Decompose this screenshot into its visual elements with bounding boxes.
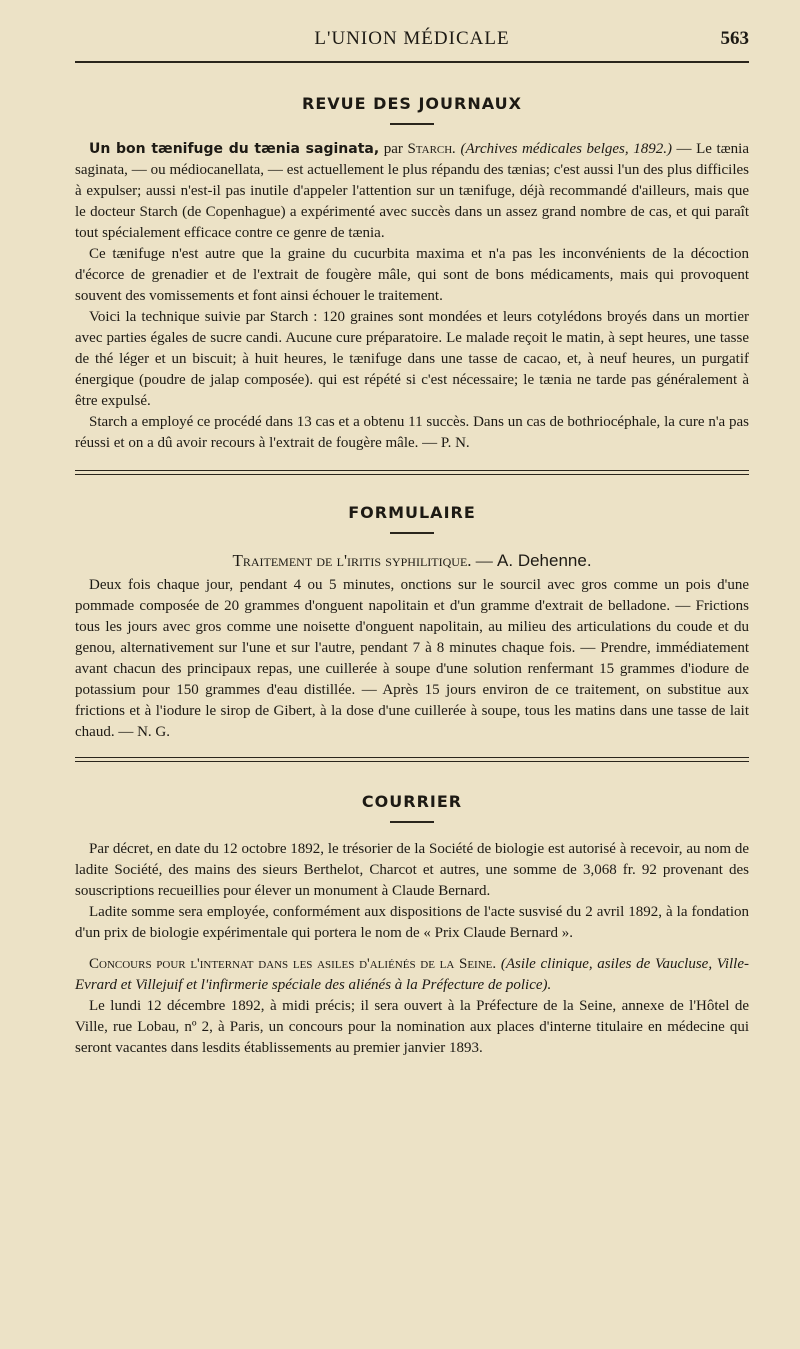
article-by: par	[379, 141, 408, 157]
formula-title	[75, 550, 749, 571]
heading-rule	[390, 532, 434, 534]
revue-paragraph-3: Voici la technique suivie par Starch : 120 graines sont mondées et leurs cotylédons broyés dans un mortier avec parties égales de sucre candi. Aucune cure préparatoire. Le malade reçoit le matin, à sept heures, une tasse de thé léger et un biscuit; à huit heures, le tænifuge dans une tasse de cacao, et, à neuf heures, un purgatif énergique (poudre de jalap composée). qui est répété si c'est nécessaire; le tænia ne tarde pas généralement à être expulsé.	[75, 309, 749, 409]
formulaire-heading: FORMULAIRE	[348, 503, 476, 522]
revue-heading: REVUE DES JOURNAUX	[302, 94, 522, 113]
concours-details: (Asile clinique, asiles de Vaucluse, Ville-Evrard et Villejuif et l'infirmerie spéciale des aliénés à la Préfecture de police).	[75, 956, 749, 993]
heading-rule	[390, 821, 434, 823]
courrier-paragraph-3	[75, 954, 749, 996]
courrier-paragraph-1: Par décret, en date du 12 octobre 1892, le trésorier de la Société de biologie est autorisé à recevoir, au nom de ladite Société, des mains des sieurs Berthelot, Charcot et autres, une somme de 3,068 fr. 92 provenant des souscriptions recueillies pour élever un monument à Claude Bernard.	[75, 841, 749, 899]
section-divider	[75, 470, 749, 475]
formula-title-text: Traitement de l'iritis syphilitique. —	[232, 551, 498, 570]
article-text: — Le tænia saginata, — ou médiocanellata, — est actuellement le plus répandu des tænias; c'est aussi l'un des plus difficiles à expulser; aussi n'est-il pas inutile d'appeler l'attention sur un tænifuge, déjà recommandé d'ailleurs, mais que le docteur Starch (de Copenhague) a expérimenté avec succès dans un assez grand nombre de cas, et qui paraît tout spécialement efficace contre ce genre de tænia.	[75, 141, 749, 241]
heading-rule	[390, 123, 434, 125]
revue-paragraph-2: Ce tænifuge n'est autre que la graine du cucurbita maxima et n'a pas les inconvénients de la décoction d'écorce de grenadier et de l'extrait de fougère mâle, qui sont de bons médicaments, mais qui provoquent souvent des vomissements et font ainsi échouer le traitement.	[75, 246, 749, 304]
courrier-paragraph-4: Le lundi 12 décembre 1892, à midi précis; il sera ouvert à la Préfecture de la Seine, annexe de l'Hôtel de Ville, rue Lobau, nº 2, à Paris, un concours pour la nomination aux places d'interne titulaire en médecine qui seront vacantes dans lesdits établissements au premier janvier 1893.	[75, 998, 749, 1056]
page	[75, 0, 749, 1059]
running-header	[75, 0, 749, 70]
article-author: Starch	[407, 141, 453, 157]
section-divider	[75, 757, 749, 762]
formula-author: A. Dehenne.	[497, 551, 592, 570]
courrier-section	[75, 792, 749, 1059]
concours-title: Concours pour l'internat dans les asiles d'aliénés de la Seine.	[89, 956, 497, 972]
formulaire-section	[75, 503, 749, 743]
formula-body: Deux fois chaque jour, pendant 4 ou 5 minutes, onctions sur le sourcil avec gros comme un pois d'une pommade composée de 20 grammes d'onguent napolitain et d'un gramme d'extrait de belladone. — Frictions tous les jours avec gros comme une noisette d'onguent napolitain, au milieu des articulations du coude et du genou, alternativement sur l'une et sur l'autre, pendant 7 à 8 minutes chaque fois. — Prendre, immédiatement avant chacun des principaux repas, une cuillerée à soupe d'une solution renfermant 15 grammes d'iodure de potassium pour 150 grammes d'eau distillée. — Après 15 jours environ de ce traitement, on substitue aux frictions et à l'iodure le sirop de Gibert, à la dose d'une cuillerée à soupe, tous les matins dans une tasse de lait chaud. — N. G.	[75, 577, 749, 740]
courrier-paragraph-2: Ladite somme sera employée, conformément aux dispositions de l'acte susvisé du 2 avril 1892, à la fondation d'un prix de biologie expérimentale qui portera le nom de « Prix Claude Bernard ».	[75, 904, 749, 941]
revue-paragraph-1	[75, 139, 749, 244]
article-title: Un bon tænifuge du tænia saginata,	[89, 141, 380, 157]
courrier-heading: COURRIER	[361, 792, 463, 811]
header-rule	[75, 61, 749, 63]
revue-section	[75, 94, 749, 454]
journal-title: L'UNION MÉDICALE	[314, 28, 510, 49]
page-number: 563	[720, 28, 749, 49]
revue-paragraph-4: Starch a employé ce procédé dans 13 cas et a obtenu 11 succès. Dans un cas de bothriocéphale, la cure n'a pas réussi et on a dû avoir recours à l'extrait de fougère mâle. — P. N.	[75, 414, 749, 451]
article-source: . (Archives médicales belges, 1892.)	[452, 141, 672, 157]
